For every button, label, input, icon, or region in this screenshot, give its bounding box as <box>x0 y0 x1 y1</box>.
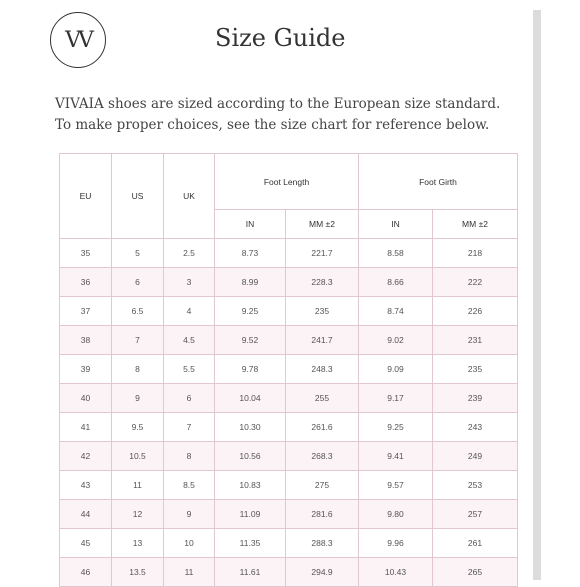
cell-girth-in: 9.80 <box>359 500 433 529</box>
cell-us: 12 <box>112 500 164 529</box>
cell-uk: 10 <box>164 529 215 558</box>
cell-length-mm: 241.7 <box>286 326 359 355</box>
cell-length-mm: 281.6 <box>286 500 359 529</box>
table-row <box>60 529 518 558</box>
cell-girth-mm: 218 <box>433 239 518 268</box>
table-row <box>60 355 518 384</box>
cell-eu: 36 <box>60 268 112 297</box>
cell-uk: 2.5 <box>164 239 215 268</box>
cell-length-in: 10.30 <box>215 413 286 442</box>
cell-girth-in: 9.41 <box>359 442 433 471</box>
cell-eu: 41 <box>60 413 112 442</box>
cell-length-in: 9.52 <box>215 326 286 355</box>
cell-girth-mm: 222 <box>433 268 518 297</box>
cell-us: 8 <box>112 355 164 384</box>
cell-girth-mm: 261 <box>433 529 518 558</box>
cell-uk: 8.5 <box>164 471 215 500</box>
cell-eu: 39 <box>60 355 112 384</box>
column-header-foot-girth: Foot Girth <box>359 154 518 210</box>
scrollbar-track[interactable] <box>533 10 541 580</box>
cell-girth-in: 9.25 <box>359 413 433 442</box>
cell-length-in: 11.61 <box>215 558 286 587</box>
cell-eu: 46 <box>60 558 112 587</box>
table-row <box>60 471 518 500</box>
cell-us: 9.5 <box>112 413 164 442</box>
cell-length-mm: 235 <box>286 297 359 326</box>
cell-length-in: 8.99 <box>215 268 286 297</box>
cell-length-mm: 288.3 <box>286 529 359 558</box>
cell-girth-in: 9.96 <box>359 529 433 558</box>
column-header-eu: EU <box>60 154 112 239</box>
cell-length-mm: 255 <box>286 384 359 413</box>
cell-length-in: 8.73 <box>215 239 286 268</box>
table-row <box>60 442 518 471</box>
cell-uk: 5.5 <box>164 355 215 384</box>
cell-length-mm: 268.3 <box>286 442 359 471</box>
cell-us: 5 <box>112 239 164 268</box>
column-header-length-mm: MM ±2 <box>286 210 359 239</box>
cell-girth-in: 8.58 <box>359 239 433 268</box>
cell-uk: 4 <box>164 297 215 326</box>
brand-logo <box>50 12 106 68</box>
cell-eu: 45 <box>60 529 112 558</box>
cell-uk: 11 <box>164 558 215 587</box>
table-row <box>60 500 518 529</box>
cell-uk: 8 <box>164 442 215 471</box>
cell-girth-in: 9.02 <box>359 326 433 355</box>
cell-length-mm: 248.3 <box>286 355 359 384</box>
cell-girth-in: 8.74 <box>359 297 433 326</box>
table-row <box>60 558 518 587</box>
intro-line-1: VIVAIA shoes are sized according to the European size standard. <box>55 96 501 112</box>
cell-eu: 44 <box>60 500 112 529</box>
page-title: Size Guide <box>215 24 346 52</box>
cell-uk: 7 <box>164 413 215 442</box>
cell-length-in: 10.56 <box>215 442 286 471</box>
table-row <box>60 384 518 413</box>
intro-text <box>55 94 525 136</box>
cell-girth-mm: 239 <box>433 384 518 413</box>
cell-length-mm: 228.3 <box>286 268 359 297</box>
cell-length-in: 10.04 <box>215 384 286 413</box>
cell-girth-in: 9.09 <box>359 355 433 384</box>
column-header-us: US <box>112 154 164 239</box>
cell-uk: 6 <box>164 384 215 413</box>
cell-girth-mm: 231 <box>433 326 518 355</box>
table-row <box>60 413 518 442</box>
column-header-girth-mm: MM ±2 <box>433 210 518 239</box>
column-header-girth-in: IN <box>359 210 433 239</box>
cell-eu: 43 <box>60 471 112 500</box>
intro-line-2: To make proper choices, see the size chart for reference below. <box>55 117 490 133</box>
cell-eu: 37 <box>60 297 112 326</box>
cell-girth-mm: 226 <box>433 297 518 326</box>
cell-us: 13.5 <box>112 558 164 587</box>
cell-girth-in: 9.17 <box>359 384 433 413</box>
cell-length-in: 11.35 <box>215 529 286 558</box>
cell-length-in: 10.83 <box>215 471 286 500</box>
cell-girth-mm: 253 <box>433 471 518 500</box>
cell-length-in: 9.78 <box>215 355 286 384</box>
cell-uk: 9 <box>164 500 215 529</box>
cell-uk: 3 <box>164 268 215 297</box>
cell-eu: 42 <box>60 442 112 471</box>
cell-us: 11 <box>112 471 164 500</box>
cell-us: 6 <box>112 268 164 297</box>
cell-girth-in: 8.66 <box>359 268 433 297</box>
cell-girth-mm: 257 <box>433 500 518 529</box>
cell-eu: 40 <box>60 384 112 413</box>
column-header-foot-length: Foot Length <box>215 154 359 210</box>
table-row <box>60 268 518 297</box>
table-row <box>60 326 518 355</box>
cell-length-mm: 261.6 <box>286 413 359 442</box>
cell-uk: 4.5 <box>164 326 215 355</box>
table-row <box>60 239 518 268</box>
column-header-uk: UK <box>164 154 215 239</box>
cell-length-mm: 294.9 <box>286 558 359 587</box>
cell-us: 6.5 <box>112 297 164 326</box>
cell-length-in: 11.09 <box>215 500 286 529</box>
table-header-row <box>60 154 518 210</box>
cell-length-in: 9.25 <box>215 297 286 326</box>
cell-girth-mm: 235 <box>433 355 518 384</box>
cell-length-mm: 275 <box>286 471 359 500</box>
cell-girth-in: 9.57 <box>359 471 433 500</box>
cell-girth-in: 10.43 <box>359 558 433 587</box>
cell-girth-mm: 265 <box>433 558 518 587</box>
cell-length-mm: 221.7 <box>286 239 359 268</box>
cell-us: 9 <box>112 384 164 413</box>
cell-eu: 35 <box>60 239 112 268</box>
size-chart-table <box>59 153 518 587</box>
table-row <box>60 297 518 326</box>
cell-girth-mm: 249 <box>433 442 518 471</box>
column-header-length-in: IN <box>215 210 286 239</box>
brand-logo-text: VV <box>65 27 91 53</box>
cell-us: 7 <box>112 326 164 355</box>
cell-us: 13 <box>112 529 164 558</box>
cell-us: 10.5 <box>112 442 164 471</box>
cell-eu: 38 <box>60 326 112 355</box>
cell-girth-mm: 243 <box>433 413 518 442</box>
